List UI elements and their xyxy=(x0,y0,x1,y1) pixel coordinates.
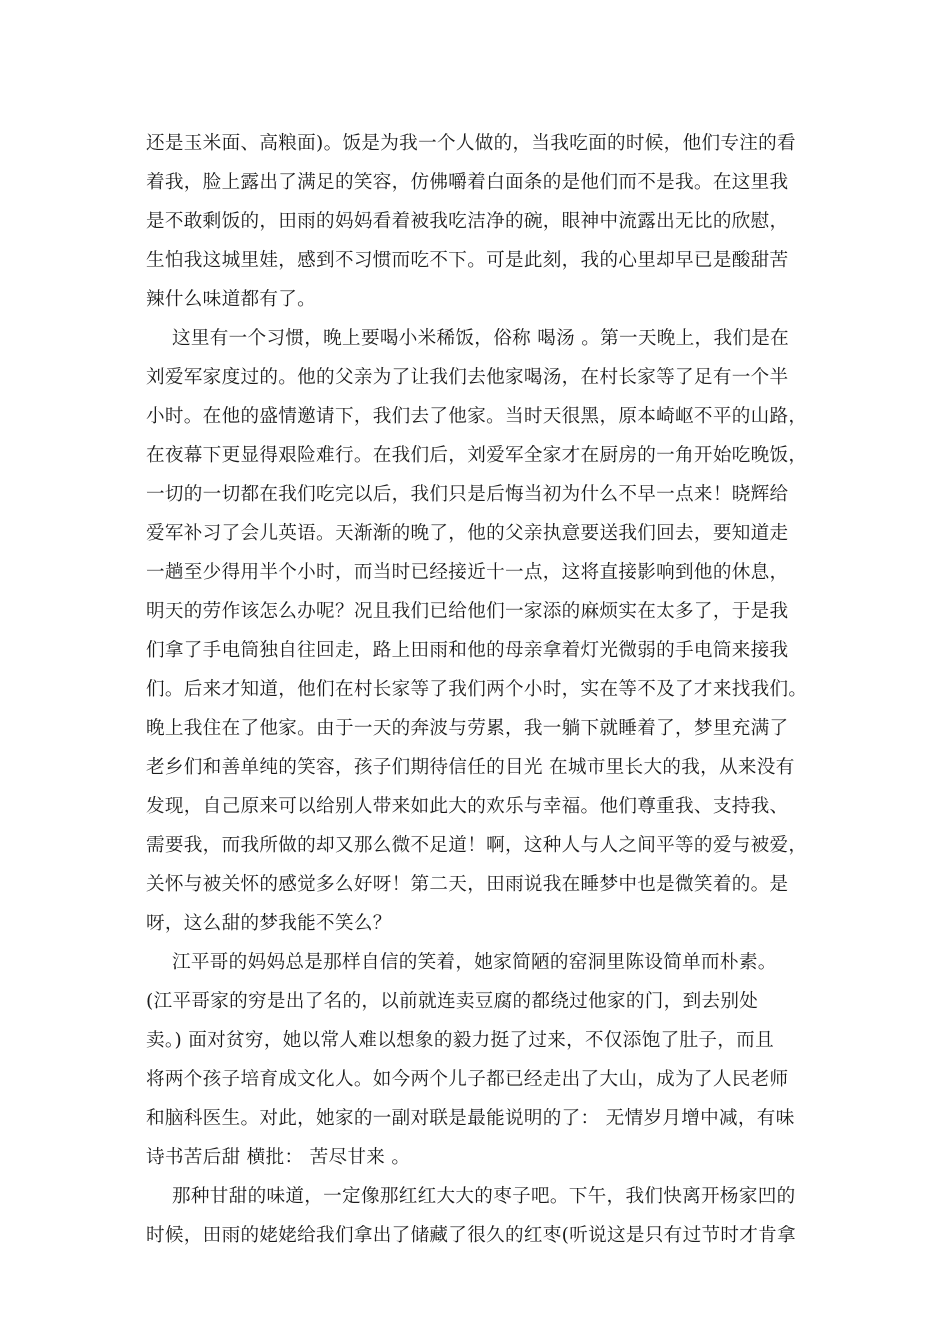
text-line: 生怕我这城里娃，感到不习惯而吃不下。可是此刻，我的心里却早已是酸甜苦 xyxy=(146,250,789,271)
text-line: 明天的劳作该怎么办呢？况且我们已给他们一家添的麻烦实在太多了，于是我 xyxy=(146,601,789,622)
text-line: 需要我，而我所做的却又那么微不足道！啊，这种人与人之间平等的爱与被爱， xyxy=(146,835,808,856)
text-line: 呀，这么甜的梦我能不笑么？ xyxy=(146,913,392,934)
text-line: 老乡们和善单纯的笑容，孩子们期待信任的目光 在城市里长大的我，从来没有 xyxy=(146,757,795,778)
paragraph-start-line: 江平哥的妈妈总是那样自信的笑着，她家简陋的窑洞里陈设简单而朴素。 xyxy=(172,952,777,973)
text-line: 在夜幕下更显得艰险难行。在我们后，刘爱军全家才在厨房的一角开始吃晚饭， xyxy=(146,445,808,466)
text-line: 一切的一切都在我们吃完以后，我们只是后悔当初为什么不早一点来！晓辉给 xyxy=(146,484,789,505)
text-line: 一趟至少得用半个小时，而当时已经接近十一点，这将直接影响到他的休息， xyxy=(146,562,789,583)
paragraph-start-line: 那种甘甜的味道，一定像那红红大大的枣子吧。下午，我们快离开杨家凹的 xyxy=(172,1186,796,1207)
text-line: (江平哥家的穷是出了名的，以前就连卖豆腐的都绕过他家的门，到去别处 xyxy=(146,991,759,1012)
text-line: 诗书苦后甜 横批： 苦尽甘来 。 xyxy=(146,1147,411,1168)
text-line: 将两个孩子培育成文化人。如今两个儿子都已经走出了大山，成为了人民老师 xyxy=(146,1069,789,1090)
text-line: 辣什么味道都有了。 xyxy=(146,289,317,310)
text-line: 时候，田雨的姥姥给我们拿出了储藏了很久的红枣(听说这是只有过节时才肯拿 xyxy=(146,1225,796,1246)
text-line: 刘爱军家度过的。他的父亲为了让我们去他家喝汤，在村长家等了足有一个半 xyxy=(146,367,789,388)
text-line: 还是玉米面、高粮面)。饭是为我一个人做的，当我吃面的时候，他们专注的看 xyxy=(146,133,796,154)
text-line: 关怀与被关怀的感觉多么好呀！第二天，田雨说我在睡梦中也是微笑着的。是 xyxy=(146,874,789,895)
text-line: 着我，脸上露出了满足的笑容，仿佛嚼着白面条的是他们而不是我。在这里我 xyxy=(146,172,789,193)
text-line: 晚上我住在了他家。由于一天的奔波与劳累，我一躺下就睡着了，梦里充满了 xyxy=(146,718,789,739)
text-line: 发现，自己原来可以给别人带来如此大的欢乐与幸福。他们尊重我、支持我、 xyxy=(146,796,789,817)
text-line: 们拿了手电筒独自往回走，路上田雨和他的母亲拿着灯光微弱的手电筒来接我 xyxy=(146,640,789,661)
text-line: 是不敢剩饭的，田雨的妈妈看着被我吃洁净的碗，眼神中流露出无比的欣慰， xyxy=(146,211,789,232)
text-line: 小时。在他的盛情邀请下，我们去了他家。当时天很黑，原本崎岖不平的山路， xyxy=(146,406,808,427)
text-line: 爱军补习了会儿英语。天渐渐的晚了，他的父亲执意要送我们回去，要知道走 xyxy=(146,523,789,544)
text-line: 们。后来才知道，他们在村长家等了我们两个小时，实在等不及了才来找我们。 xyxy=(146,679,808,700)
paragraph-start-line: 这里有一个习惯，晚上要喝小米稀饭，俗称 喝汤 。第一天晚上，我们是在 xyxy=(172,328,790,349)
text-line: 和脑科医生。对此，她家的一副对联是最能说明的了： 无情岁月增中减，有味 xyxy=(146,1108,795,1129)
text-line: 卖。) 面对贫穷，她以常人难以想象的毅力挺了过来，不仅添饱了肚子，而且 xyxy=(146,1030,774,1051)
